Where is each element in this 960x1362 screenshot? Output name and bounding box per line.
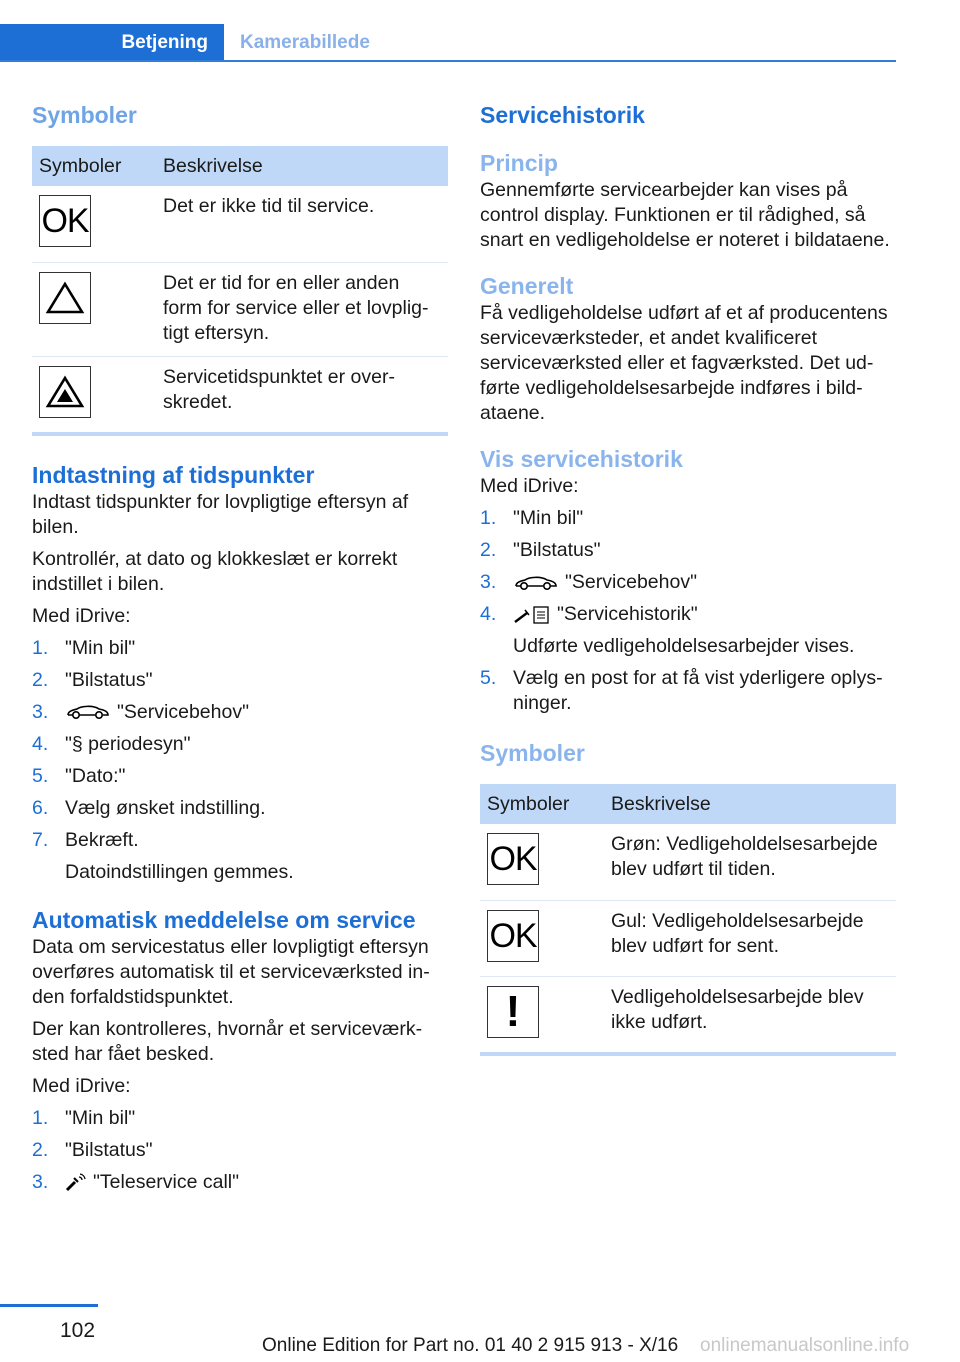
table-row — [32, 186, 448, 262]
page-number: 102 — [60, 1319, 96, 1342]
entry-steps — [32, 636, 448, 885]
tab-betjening: Betjening — [0, 24, 224, 62]
right-column — [480, 100, 896, 1056]
list-item: 2. "Bilstatus" — [480, 539, 601, 561]
edition-note: Online Edition for Part no. 01 40 2 915 913 - X/16 — [262, 1335, 679, 1356]
list-item: 7. Bekræft. Datoindstillingen gemmes. — [32, 828, 294, 883]
row-description: Servicetidspunktet er overskredet. — [156, 356, 448, 434]
paragraph: Indtast tidspunkter for lovpligtige eftersyn af bilen. — [32, 490, 409, 538]
list-item: 1. "Min bil" — [32, 1106, 136, 1129]
watermark: onlinemanualsonline.info — [700, 1335, 910, 1356]
paragraph: Kontrollér, at dato og klokkeslæt er korrekt indstillet i bilen. — [32, 547, 398, 595]
service-history-icon — [513, 605, 551, 625]
paragraph: Der kan kontrolleres, hvornår et serviceværksted har fået besked. — [32, 1017, 423, 1065]
table-row — [480, 900, 896, 976]
overdue-triangle-icon — [39, 366, 91, 418]
list-item: 3. "Teleservice call" — [32, 1170, 240, 1193]
ok-green-icon: OK — [487, 833, 539, 885]
left-column — [32, 100, 448, 1202]
col-header-symbols: Symboler — [480, 784, 604, 824]
table-row — [480, 976, 896, 1054]
car-icon — [65, 703, 111, 721]
row-description: Det er ikke tid til service. — [156, 186, 448, 262]
vis-heading: Vis servicehistorik — [480, 446, 683, 472]
list-item: 4. "§ periodesyn" — [32, 732, 191, 755]
symbols-heading: Symboler — [32, 102, 137, 128]
symbols-heading: Symboler — [480, 740, 585, 766]
paragraph: Med iDrive: — [32, 604, 131, 627]
table-row — [480, 824, 896, 900]
generelt-heading: Generelt — [480, 273, 574, 299]
table-row — [32, 262, 448, 356]
list-item: 5. Vælg en post for at få vist yderligere oplysninger. — [480, 667, 883, 714]
paragraph: Gennemførte servicearbejder kan vises på control display. Funktionen er til rådighed, så snart en vedligeholdelse er noteret i bildataene. — [480, 179, 890, 251]
row-description: Grøn: Vedligeholdelsesarbejde blev udført til tiden. — [604, 824, 896, 900]
header-rule — [0, 60, 896, 62]
list-item: 3. "Servicebehov" — [32, 700, 249, 723]
col-header-description: Beskrivelse — [156, 146, 448, 186]
auto-steps — [32, 1106, 448, 1195]
row-description: Det er tid for en eller anden form for service eller et lovpligtigt eftersyn. — [156, 262, 448, 356]
wrench-signal-icon — [65, 1172, 87, 1192]
list-item: 3. "Servicebehov" — [480, 571, 697, 593]
list-item: 1. "Min bil" — [32, 636, 136, 659]
paragraph: Med iDrive: — [480, 475, 579, 497]
paragraph: Få vedligeholdelse udført af et af producentens serviceværksteder, et andet kvalificeret serviceværksted eller et fagværksted. Det udførte vedligeholdelsesarbejde indføres i bildataene. — [480, 302, 888, 424]
list-item: 6. Vælg ønsket indstilling. — [32, 796, 266, 819]
row-description: Vedligeholdelsesarbejde blev ikke udført. — [604, 976, 896, 1054]
footer-rule — [0, 1304, 98, 1307]
paragraph: Med iDrive: — [32, 1074, 131, 1097]
vis-steps — [480, 506, 896, 716]
tab-kamerabillede: Kamerabillede — [240, 32, 370, 53]
ok-icon: OK — [39, 195, 91, 247]
entry-heading: Indtastning af tidspunkter — [32, 461, 315, 488]
list-item: 2. "Bilstatus" — [32, 668, 153, 691]
paragraph: Data om servicestatus eller lovpligtigt eftersyn overføres automatisk til et serviceværksted inden forfaldstidspunktet. — [32, 935, 430, 1008]
warning-triangle-icon — [39, 272, 91, 324]
list-item: 5. "Dato:" — [32, 764, 126, 787]
list-item: 1. "Min bil" — [480, 507, 584, 529]
ok-yellow-icon: OK — [487, 910, 539, 962]
list-item: 4. "Servicehistorik" Udførte vedligeholdelsesarbejder vises. — [480, 603, 855, 657]
princip-heading: Princip — [480, 150, 558, 176]
car-icon — [513, 574, 559, 592]
table-row — [32, 356, 448, 434]
col-header-description: Beskrivelse — [604, 784, 896, 824]
history-heading: Servicehistorik — [480, 102, 645, 128]
row-description: Gul: Vedligeholdelsesarbejde blev udført for sent. — [604, 900, 896, 976]
history-symbols-table — [480, 784, 896, 1056]
col-header-symbols: Symboler — [32, 146, 156, 186]
list-item: 2. "Bilstatus" — [32, 1138, 153, 1161]
symbols-table — [32, 146, 448, 436]
auto-heading: Automatisk meddelelse om service — [32, 906, 416, 933]
exclamation-icon: ! — [487, 986, 539, 1038]
